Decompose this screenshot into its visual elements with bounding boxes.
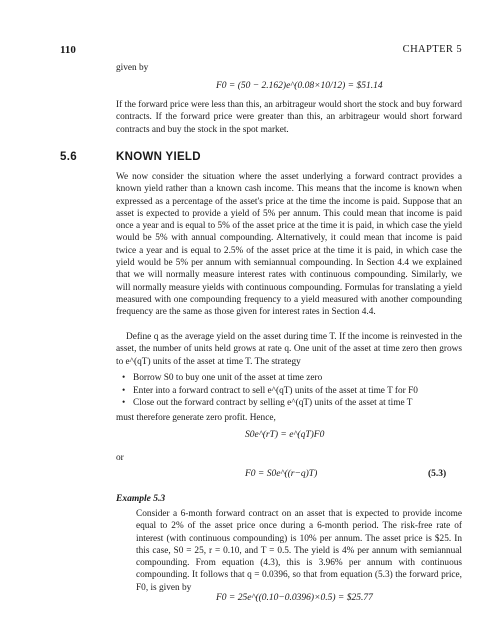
equation-number: (5.3) (428, 469, 447, 479)
chapter-heading: CHAPTER 5 (402, 44, 462, 55)
or-text: or (116, 453, 124, 463)
example-title: Example 5.3 (116, 494, 166, 504)
equation-example-forward-price: F0 = 25e^((0.10−0.0396)×0.5) = $25.77 (216, 593, 373, 603)
arbitrage-paragraph: If the forward price were less than this, an arbitrageur would short the stock and buy forward contracts. If the forward price were greater than this, an arbitrageur would short forward contracts and buy the stock in the spot market. (116, 100, 462, 135)
strategy-step-enter-forward: • Enter into a forward contract to sell e^(qT) units of the asset at time T for F0 (120, 385, 460, 398)
section-number: 5.6 (60, 151, 77, 163)
example-body: Consider a 6-month forward contract on an asset that is expected to provide income equal to 2% of the asset price once during a 6-month period. The risk-free rate of interest (with continuous compounding) is 10% per annum. The asset price is $25. In this case, S0 = 25, r = 0.10, and T = 0.5. The yield is 4% per annum with semiannual compounding. From equation (4.3), this is 3.96% per annum with continuous compounding. It follows that q = 0.0396, so that from equation (5.3) the forward price, F0, is given by (136, 509, 462, 593)
equation-forward-price-cash-income: F0 = (50 − 2.162)e^(0.08×10/12) = $51.14 (216, 81, 383, 91)
strategy-step-close-out: • Close out the forward contract by selling e^(qT) units of the asset at time T (120, 397, 460, 410)
given-by-text: given by (116, 63, 149, 73)
known-yield-paragraph: We now consider the situation where the asset underlying a forward contract provides a known yield rather than a known cash income. This means that the income is known when expressed as a percentage of the asset's price at the time the income is paid. Suppose that an asset is expected to provide a yield of 5% per annum. This could mean that income is paid once a year and is equal to 5% of the asset price at the time it is paid, in which case the yield would be 5% with annual compounding. Alternatively, it could mean that income is paid twice a year and is equal to 2.5% of the asset price at the time it is paid, in which case the yield would be 5% per annum with semiannual compounding. In Section 4.4 we explained that we will normally measure interest rates with continuous compounding. Similarly, we will normally measure yields with continuous compounding. Formulas for translating a yield measured with one compounding frequency to a yield measured with another compounding frequency are the same as those given for interest rates in Section 4.4. (116, 172, 462, 318)
equation-no-arbitrage: S0e^(rT) = e^(qT)F0 (245, 430, 325, 440)
section-title: KNOWN YIELD (116, 151, 201, 163)
strategy-list (120, 372, 460, 410)
page-number: 110 (60, 44, 76, 56)
strategy-step-borrow: • Borrow S0 to buy one unit of the asset at time zero (120, 372, 460, 385)
zero-profit-text: must therefore generate zero profit. Hence, (116, 413, 276, 423)
equation-5-3: F0 = S0e^((r−q)T) (245, 469, 318, 479)
define-q-paragraph: Define q as the average yield on the asset during time T. If the income is reinvested in the asset, the number of units held grows at rate q. One unit of the asset at time zero then grows to e^(qT) units of the asset at time T. The strategy (116, 332, 462, 367)
